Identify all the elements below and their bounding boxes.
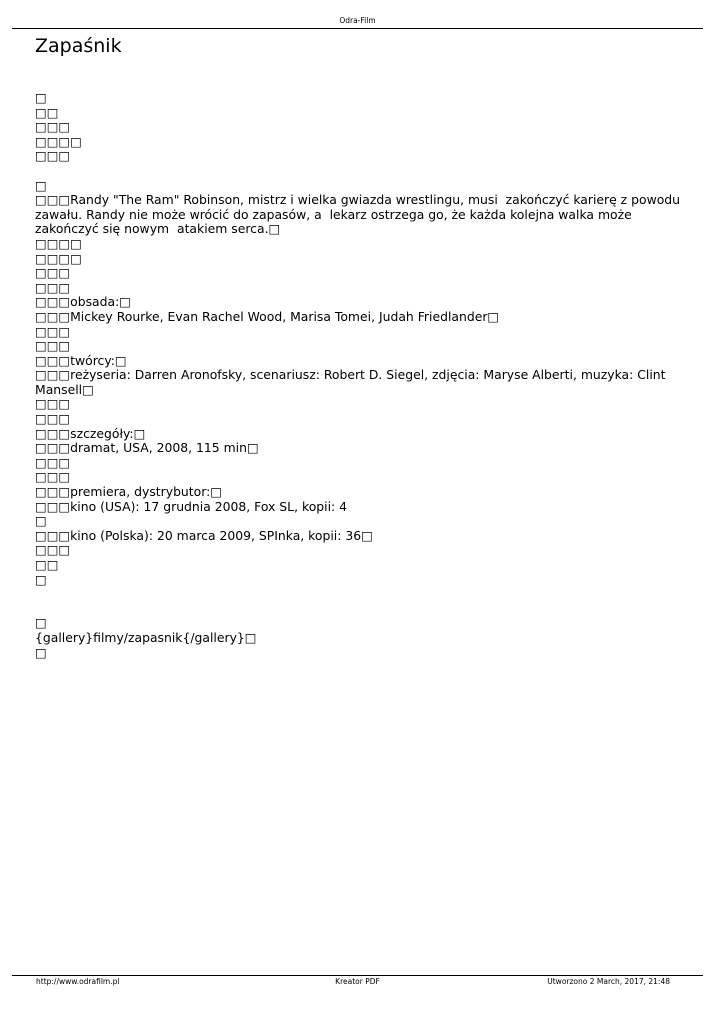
- page-title: Zapaśnik: [35, 35, 122, 57]
- page-footer: [12, 975, 703, 986]
- cast-label: □□□obsada:□: [35, 294, 131, 310]
- body-line: □: [35, 513, 47, 529]
- body-line: □□□: [35, 323, 71, 339]
- body-line: □: [35, 571, 47, 587]
- body-line: □□□: [35, 454, 71, 470]
- blank-line: [35, 602, 685, 617]
- body-line: □□: [35, 557, 59, 572]
- body-line: □□□: [35, 338, 71, 354]
- body-line: □□□□: [35, 235, 82, 251]
- body-line: □□□: [35, 469, 71, 485]
- body-line: □: [35, 615, 47, 631]
- body-line: □□□: [35, 542, 71, 558]
- body-line: □: [35, 644, 47, 660]
- premiere-label: □□□premiera, dystrybutor:□: [35, 484, 222, 500]
- body-line: □□□: [35, 411, 71, 427]
- synopsis-paragraph: □□□Randy "The Ram" Robinson, mistrz i wielka gwiazda wrestlingu, musi zakończyć karierę z powodu zawału. Randy nie może wrócić do zapasów, a lekarz ostrzega go, że każda kolejna walka może zakończyć się nowym atakiem serca.□: [35, 192, 684, 237]
- body-line: □□□□: [35, 250, 82, 266]
- body-line: □□: [35, 104, 59, 120]
- crew-value: □□□reżyseria: Darren Aronofsky, scenariusz: Robert D. Siegel, zdjęcia: Maryse Alberti, muzyka: Clint Mansell□: [35, 367, 670, 397]
- details-value: □□□dramat, USA, 2008, 115 min□: [35, 440, 259, 456]
- cast-value: □□□Mickey Rourke, Evan Rachel Wood, Marisa Tomei, Judah Friedlander□: [35, 308, 500, 324]
- footer-url: http://www.odrafilm.pl: [36, 977, 120, 986]
- crew-label: □□□twórcy:□: [35, 352, 127, 368]
- page-header: [12, 14, 703, 29]
- body-line: □□□: [35, 279, 71, 295]
- blank-line: [35, 164, 685, 179]
- body-line: □□□: [35, 148, 71, 164]
- footer-generator: Kreator PDF: [335, 977, 380, 986]
- body-line: □□□: [35, 119, 71, 135]
- body-line: □□□: [35, 265, 71, 281]
- site-name: Odra-Film: [339, 16, 376, 25]
- details-label: □□□szczegóły:□: [35, 425, 146, 441]
- blank-line: [35, 587, 685, 602]
- premiere-usa: □□□kino (USA): 17 grudnia 2008, Fox SL, kopii: 4: [35, 498, 348, 514]
- document-body: [35, 91, 685, 660]
- body-line: □: [35, 177, 47, 193]
- body-line: □: [35, 90, 47, 105]
- gallery-tag: {gallery}filmy/zapasnik{/gallery}□: [35, 629, 257, 645]
- premiere-poland: □□□kino (Polska): 20 marca 2009, SPInka, kopii: 36□: [35, 527, 373, 543]
- footer-created: Utworzono 2 March, 2017, 21:48: [547, 977, 670, 986]
- body-line: □□□□: [35, 133, 82, 149]
- body-line: □□□: [35, 396, 71, 412]
